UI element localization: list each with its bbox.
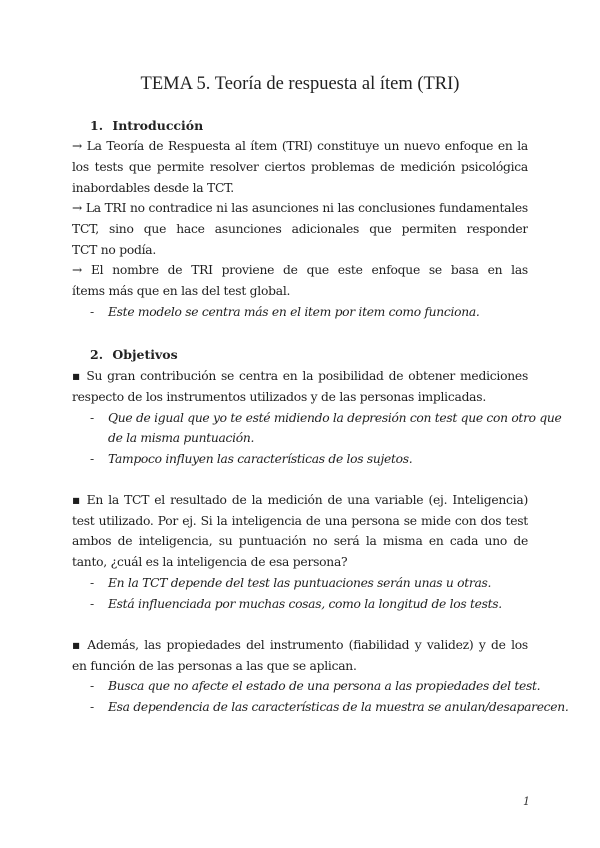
bullet-item-continuation: de la misma puntuación. [108, 431, 255, 445]
paragraph-line: ítems más que en las del test global. [72, 284, 291, 298]
paragraph-line: respecto de los instrumentos utilizados y de las personas implicadas. [72, 390, 486, 404]
page-number: 1 [523, 795, 530, 808]
paragraph-line: → La TRI no contradice ni las asunciones ni las conclusiones fundamentales [72, 201, 528, 215]
paragraph-line: → El nombre de TRI proviene de que este enfoque se basa en las [72, 263, 528, 277]
bullet-item: En la TCT depende del test las puntuaciones serán unas u otras. [108, 576, 492, 590]
bullet-dash: - [90, 411, 95, 425]
section-title: Objetivos [112, 347, 178, 362]
section-heading-introduccion [90, 118, 203, 133]
paragraph-line: TCT, sino que hace asunciones adicionales que permiten responder [72, 222, 528, 236]
bullet-item: Busca que no afecte el estado de una persona a las propiedades del test. [108, 679, 541, 693]
paragraph-line: test utilizado. Por ej. Si la inteligencia de una persona se mide con dos test [72, 514, 528, 528]
paragraph-line: ambos de inteligencia, su puntuación no será la misma en cada uno de [72, 534, 528, 548]
paragraph-line: inabordables desde la TCT. [72, 181, 234, 195]
bullet-dash: - [90, 700, 95, 714]
bullet-item: Este modelo se centra más en el item por item como funciona. [108, 305, 480, 319]
section-heading-objetivos [90, 347, 178, 362]
bullet-item: Esa dependencia de las características de la muestra se anulan/desaparecen. [108, 700, 569, 714]
paragraph-line: los tests que permite resolver ciertos problemas de medición psicológica [72, 160, 528, 174]
paragraph-line: TCT no podía. [72, 243, 157, 257]
paragraph-line: ▪ Además, las propiedades del instrumento (fiabilidad y validez) y de los [72, 638, 528, 652]
paragraph-line: en función de las personas a las que se aplican. [72, 659, 357, 673]
bullet-dash: - [90, 576, 95, 590]
bullet-dash: - [90, 679, 95, 693]
page-title: TEMA 5. Teoría de respuesta al ítem (TRI) [140, 74, 460, 94]
bullet-dash: - [90, 597, 95, 611]
paragraph-line: tanto, ¿cuál es la inteligencia de esa persona? [72, 555, 348, 569]
section-title: Introducción [112, 118, 204, 133]
paragraph-line: ▪ Su gran contribución se centra en la posibilidad de obtener mediciones [72, 369, 528, 383]
paragraph-line: ▪ En la TCT el resultado de la medición de una variable (ej. Inteligencia) [72, 493, 528, 507]
bullet-item: Está influenciada por muchas cosas, como la longitud de los tests. [108, 597, 502, 611]
section-number: 2. [90, 347, 104, 362]
bullet-dash: - [90, 452, 95, 466]
bullet-item: Tampoco influyen las características de los sujetos. [108, 452, 413, 466]
paragraph-line: → La Teoría de Respuesta al ítem (TRI) constituye un nuevo enfoque en la [72, 139, 528, 153]
section-number: 1. [90, 118, 104, 133]
bullet-dash: - [90, 305, 95, 319]
bullet-item: Que de igual que yo te esté midiendo la depresión con test que con otro que [108, 411, 562, 425]
